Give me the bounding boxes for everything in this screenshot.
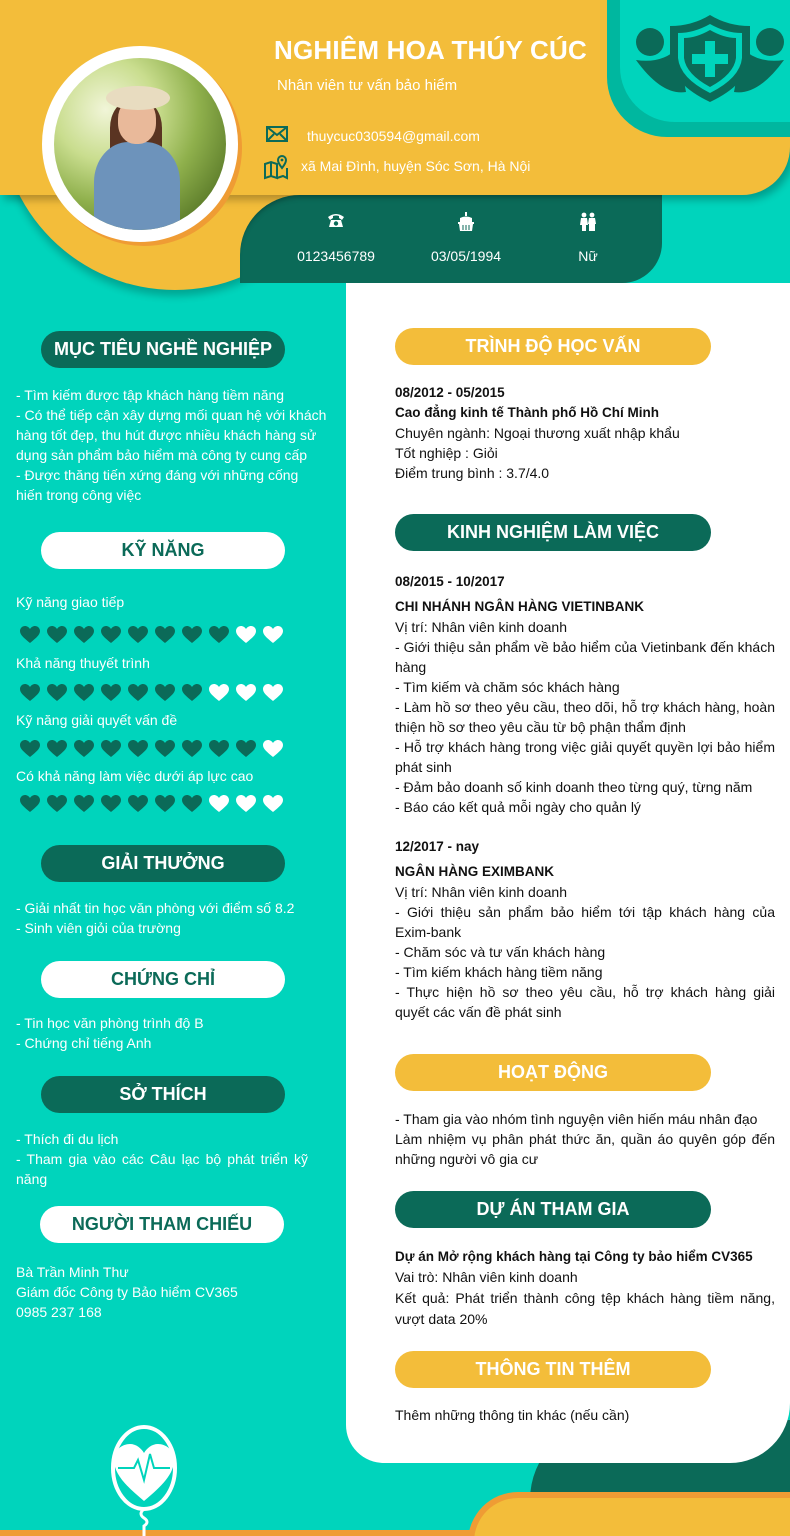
heart-filled-icon: [124, 681, 151, 703]
skill-label: Kỹ năng giải quyết vấn đề: [16, 712, 178, 728]
job-duty: - Thực hiện hồ sơ theo yêu cầu, hỗ trợ khách hàng giải quyết các vấn đề phát sinh: [395, 984, 775, 1020]
candidate-name: NGHIÊM HOA THÚY CÚC: [274, 35, 587, 65]
heart-empty-icon: [259, 681, 286, 703]
job-duty: - Tìm kiếm và chăm sóc khách hàng: [395, 679, 620, 695]
project-entry: [395, 1246, 775, 1330]
telephone-icon: [276, 212, 396, 234]
job-position: Vị trí: Nhân viên kinh doanh: [395, 619, 567, 635]
reference-name: Bà Trần Minh Thư: [16, 1264, 129, 1280]
job-duty: - Chăm sóc và tư vấn khách hàng: [395, 944, 606, 960]
gender: Nữ: [578, 248, 598, 264]
heart-pulse-balloon-icon: [96, 1418, 196, 1536]
heart-filled-icon: [70, 737, 97, 759]
education-entry: [395, 383, 775, 483]
heart-empty-icon: [259, 792, 286, 814]
email-text[interactable]: thuycuc030594@gmail.com: [307, 128, 480, 144]
reference-phone: 0985 237 168: [16, 1304, 102, 1320]
references-text: [16, 1262, 328, 1322]
education-graduation: Tốt nghiệp : Giỏi: [395, 445, 498, 461]
skill-label: Có khả năng làm việc dưới áp lực cao: [16, 768, 254, 784]
heart-filled-icon: [70, 623, 97, 645]
job-duty: - Làm hồ sơ theo yêu cầu, theo dõi, hỗ trợ khách hàng, hoàn thiện hồ sơ theo yêu cầu từ bộ phận thẩm định: [395, 699, 775, 735]
shield-cross-people-icon: [632, 12, 788, 109]
heart-filled-icon: [124, 623, 151, 645]
activity-line: - Tham gia vào nhóm tình nguyện viên hiến máu nhân đạo: [395, 1111, 758, 1127]
address-text: xã Mai Đình, huyện Sóc Sơn, Hà Nội: [301, 158, 531, 174]
heart-filled-icon: [43, 681, 70, 703]
job-duty: - Báo cáo kết quả mỗi ngày cho quản lý: [395, 799, 641, 815]
contact-email: [265, 124, 480, 148]
objective-text: [16, 385, 328, 505]
heart-filled-icon: [70, 792, 97, 814]
heart-empty-icon: [205, 792, 232, 814]
job-period: 08/2015 - 10/2017: [395, 574, 505, 589]
section-title-objective: MỤC TIÊU NGHỀ NGHIỆP: [41, 331, 285, 368]
education-period: 08/2012 - 05/2015: [395, 385, 505, 400]
heart-filled-icon: [16, 792, 43, 814]
certificate-line: - Chứng chỉ tiếng Anh: [16, 1035, 152, 1051]
education-school: Cao đẳng kinh tế Thành phố Hồ Chí Minh: [395, 405, 659, 420]
hobby-line: - Thích đi du lịch: [16, 1131, 119, 1147]
skill-rating: [16, 737, 286, 759]
envelope-icon: [265, 124, 291, 148]
skill-label: Khả năng thuyết trình: [16, 655, 150, 671]
experience-job-1: [395, 572, 775, 817]
heart-empty-icon: [232, 792, 259, 814]
section-title-skills: KỸ NĂNG: [41, 532, 285, 569]
skill-rating: [16, 681, 286, 703]
heart-filled-icon: [16, 681, 43, 703]
heart-empty-icon: [232, 681, 259, 703]
job-duty: - Giới thiệu sản phẩm bảo hiểm tới tập khách hàng của Exim-bank: [395, 904, 775, 940]
heart-filled-icon: [178, 623, 205, 645]
skill-label: Kỹ năng giao tiếp: [16, 594, 125, 610]
experience-job-2: [395, 837, 775, 1022]
award-line: - Giải nhất tin học văn phòng với điểm số 8.2: [16, 900, 295, 916]
heart-filled-icon: [43, 737, 70, 759]
heart-empty-icon: [232, 623, 259, 645]
birthday-cake-icon: [406, 212, 526, 234]
section-title-projects: DỰ ÁN THAM GIA: [395, 1191, 711, 1228]
contact-address: [263, 154, 530, 178]
heart-filled-icon: [205, 623, 232, 645]
certificates-text: [16, 1013, 328, 1053]
activity-line: Làm nhiệm vụ phân phát thức ăn, quần áo quyên góp đến những người vô gia cư: [395, 1131, 775, 1167]
heart-empty-icon: [259, 623, 286, 645]
objective-line: - Được thăng tiến xứng đáng với những cống hiến trong công việc: [16, 467, 299, 503]
heart-filled-icon: [16, 737, 43, 759]
heart-filled-icon: [151, 792, 178, 814]
skill-rating: [16, 792, 286, 814]
heart-filled-icon: [232, 737, 259, 759]
job-duty: - Giới thiệu sản phẩm về bảo hiểm của Vietinbank đến khách hàng: [395, 639, 775, 675]
map-pin-icon: [263, 154, 289, 178]
job-title: Nhân viên tư vấn bảo hiểm: [277, 77, 458, 94]
award-line: - Sinh viên giỏi của trường: [16, 920, 181, 936]
job-duty: - Hỗ trợ khách hàng trong việc giải quyết quyền lợi bảo hiểm phát sinh: [395, 739, 775, 775]
objective-line: - Có thể tiếp cận xây dựng mối quan hệ với khách hàng tốt đẹp, thu hút được nhiều khách hàng sử dụng sản phẩm bảo hiểm mà công ty cung cấp: [16, 407, 327, 463]
additional-text: Thêm những thông tin khác (nếu cần): [395, 1407, 630, 1423]
section-title-education: TRÌNH ĐỘ HỌC VẤN: [395, 328, 711, 365]
section-title-awards: GIẢI THƯỞNG: [41, 845, 285, 882]
gender-info: [528, 212, 648, 264]
section-title-certificates: CHỨNG CHỈ: [41, 961, 285, 998]
couple-icon: [528, 212, 648, 234]
heart-filled-icon: [70, 681, 97, 703]
reference-position: Giám đốc Công ty Bảo hiểm CV365: [16, 1284, 238, 1300]
education-major: Chuyên ngành: Ngoại thương xuất nhập khẩu: [395, 425, 680, 441]
job-company: CHI NHÁNH NGÂN HÀNG VIETINBANK: [395, 599, 644, 614]
project-result: Kết quả: Phát triển thành công tệp khách hàng tiềm năng, vượt data 20%: [395, 1290, 775, 1327]
job-duty: - Đảm bảo doanh số kinh doanh theo từng quý, từng năm: [395, 779, 753, 795]
heart-filled-icon: [124, 792, 151, 814]
phone-number[interactable]: 0123456789: [297, 248, 375, 264]
skill-rating: [16, 623, 286, 645]
heart-filled-icon: [151, 623, 178, 645]
birthday-info: [406, 212, 526, 264]
hobbies-text: [16, 1129, 308, 1189]
heart-filled-icon: [151, 681, 178, 703]
hobby-line: - Tham gia vào các Câu lạc bộ phát triển kỹ năng: [16, 1151, 308, 1187]
objective-line: - Tìm kiếm được tập khách hàng tiềm năng: [16, 387, 285, 403]
heart-filled-icon: [178, 792, 205, 814]
project-name: Dự án Mở rộng khách hàng tại Công ty bảo hiểm CV365: [395, 1249, 753, 1264]
footer-yellow-shape: [468, 1492, 790, 1536]
job-duty: - Tìm kiếm khách hàng tiềm năng: [395, 964, 603, 980]
awards-text: [16, 898, 328, 938]
certificate-line: - Tin học văn phòng trình độ B: [16, 1015, 204, 1031]
project-role: Vai trò: Nhân viên kinh doanh: [395, 1269, 578, 1285]
job-company: NGÂN HÀNG EXIMBANK: [395, 864, 555, 879]
heart-empty-icon: [205, 681, 232, 703]
birthday-date: 03/05/1994: [430, 248, 502, 264]
heart-filled-icon: [97, 681, 124, 703]
heart-filled-icon: [43, 623, 70, 645]
heart-filled-icon: [43, 792, 70, 814]
heart-filled-icon: [178, 681, 205, 703]
avatar: [54, 58, 226, 230]
heart-filled-icon: [178, 737, 205, 759]
job-position: Vị trí: Nhân viên kinh doanh: [395, 884, 567, 900]
phone-info: [276, 212, 396, 264]
heart-filled-icon: [151, 737, 178, 759]
activities-text: [395, 1109, 775, 1169]
job-period: 12/2017 - nay: [395, 839, 480, 854]
education-gpa: Điểm trung bình : 3.7/4.0: [395, 465, 550, 481]
heart-filled-icon: [205, 737, 232, 759]
footer-orange-line: [0, 1530, 480, 1536]
section-title-experience: KINH NGHIỆM LÀM VIỆC: [395, 514, 711, 551]
heart-filled-icon: [97, 623, 124, 645]
heart-filled-icon: [124, 737, 151, 759]
section-title-additional: THÔNG TIN THÊM: [395, 1351, 711, 1388]
section-title-activities: HOẠT ĐỘNG: [395, 1054, 711, 1091]
heart-empty-icon: [259, 737, 286, 759]
heart-filled-icon: [97, 737, 124, 759]
section-title-references: NGƯỜI THAM CHIẾU: [40, 1206, 284, 1243]
heart-filled-icon: [16, 623, 43, 645]
section-title-hobbies: SỞ THÍCH: [41, 1076, 285, 1113]
heart-filled-icon: [97, 792, 124, 814]
